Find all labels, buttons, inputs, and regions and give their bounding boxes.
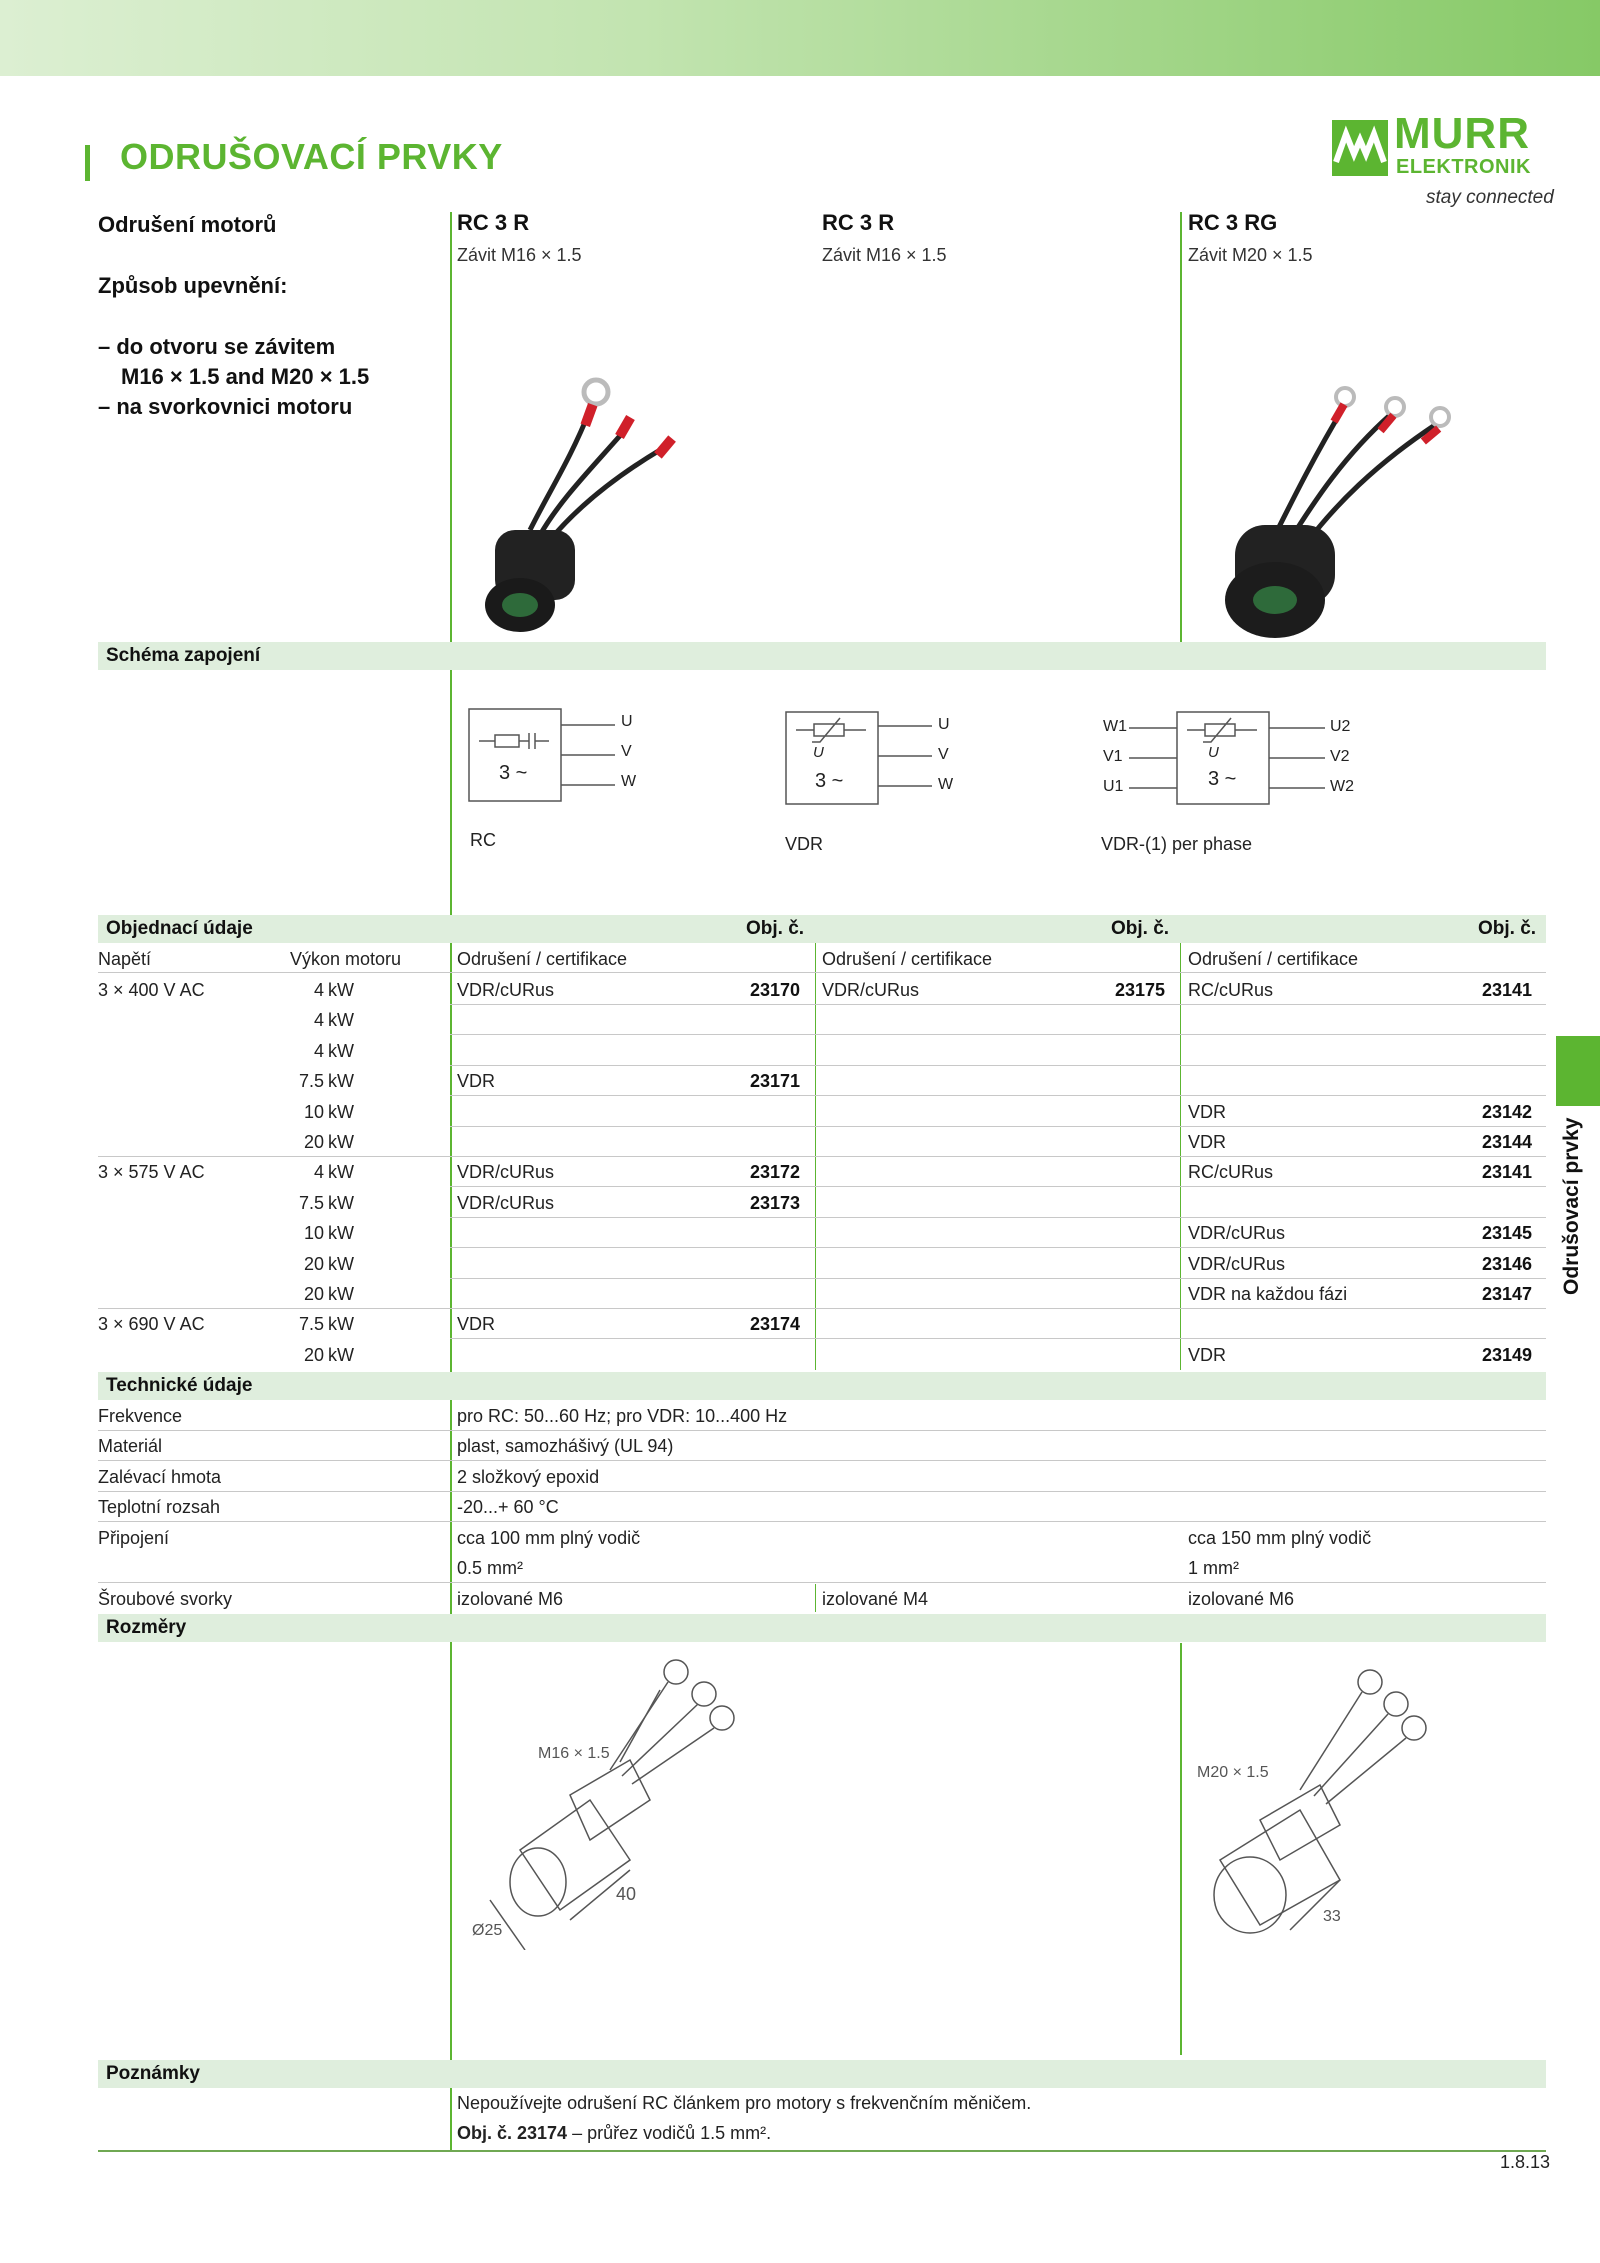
product-name-3: RC 3 RG bbox=[1188, 210, 1278, 235]
schema-vdr-out-v: V bbox=[938, 746, 949, 763]
order-power-unit: kW bbox=[328, 1345, 354, 1365]
tech-terminals-label: Šroubové svorky bbox=[98, 1589, 233, 1609]
order-number-3: 23147 bbox=[1481, 1284, 1532, 1304]
order-power: 20 bbox=[303, 1345, 324, 1365]
row-divider bbox=[450, 1278, 1546, 1279]
order-power-unit: kW bbox=[328, 1041, 354, 1061]
column-divider-3-order bbox=[1180, 915, 1181, 1370]
product-thread-3: Závit M20 × 1.5 bbox=[1188, 245, 1313, 265]
schema-in-v1: V1 bbox=[1103, 748, 1123, 765]
order-power: 7.5 bbox=[298, 1193, 324, 1213]
order-power: 7.5 bbox=[298, 1071, 324, 1091]
order-power-unit: kW bbox=[328, 1284, 354, 1304]
notes-line2 bbox=[457, 2123, 771, 2144]
order-suppr-1: VDR bbox=[457, 1314, 496, 1334]
page-title: ODRUŠOVACÍ PRVKY bbox=[120, 136, 503, 177]
dimensions-section-bar bbox=[98, 1614, 1546, 1642]
product-photo-rc3rg bbox=[1195, 385, 1465, 645]
tech-terminals-3: izolované M6 bbox=[1188, 1589, 1295, 1609]
dim-length-40: 40 bbox=[616, 1884, 637, 1904]
mount-heading: Způsob upevnění: bbox=[98, 273, 288, 298]
order-suppr-3: VDR na každou fázi bbox=[1188, 1284, 1348, 1304]
tech-temp-label: Teplotní rozsah bbox=[98, 1497, 221, 1517]
row-divider bbox=[450, 1217, 1546, 1218]
schema-vdr-phase-diagram bbox=[1125, 708, 1355, 808]
order-suppr-1: VDR/cURus bbox=[457, 980, 555, 1000]
order-power: 20 bbox=[303, 1254, 324, 1274]
row-divider bbox=[450, 1034, 1546, 1035]
order-power-unit: kW bbox=[328, 1071, 354, 1091]
schema-vdr-out-w: W bbox=[938, 776, 954, 793]
schema-caption-vdr: VDR bbox=[785, 834, 824, 854]
order-suppr-3: VDR/cURus bbox=[1188, 1254, 1286, 1274]
row-divider bbox=[450, 1065, 1546, 1066]
schema-rc-out-v: V bbox=[621, 743, 632, 760]
product-name-2: RC 3 R bbox=[822, 210, 895, 235]
schema-out-v2: V2 bbox=[1330, 748, 1350, 765]
notes-line1: Nepoužívejte odrušení RC článkem pro motory s frekvenčním měničem. bbox=[457, 2093, 1032, 2113]
order-number-1: 23170 bbox=[749, 980, 800, 1000]
order-power: 7.5 bbox=[298, 1314, 324, 1334]
order-voltage: 3 × 400 V AC bbox=[98, 980, 205, 1000]
notes-line2-bold: Obj. č. 23174 bbox=[457, 2123, 568, 2143]
top-gradient-band bbox=[0, 0, 1600, 76]
dim-thread-m20: M20 × 1.5 bbox=[1197, 1764, 1269, 1781]
schema-out-w2: W2 bbox=[1330, 778, 1354, 795]
order-suppr-3: VDR/cURus bbox=[1188, 1223, 1286, 1243]
schema-caption-rc: RC bbox=[470, 830, 496, 850]
product-name-1: RC 3 R bbox=[457, 210, 530, 235]
row-divider bbox=[98, 1156, 1546, 1157]
notes-label: Poznámky bbox=[106, 2063, 200, 2084]
order-power: 4 bbox=[313, 1162, 324, 1182]
tech-connection-1b: 0.5 mm² bbox=[457, 1558, 524, 1578]
notes-section-bar bbox=[98, 2060, 1546, 2088]
order-number-3: 23149 bbox=[1481, 1345, 1532, 1365]
order-number-1: 23173 bbox=[749, 1193, 800, 1213]
order-suppr-3: RC/cURus bbox=[1188, 980, 1274, 1000]
product-thread-2: Závit M16 × 1.5 bbox=[822, 245, 947, 265]
col-header-suppr-1: Odrušení / certifikace bbox=[457, 949, 628, 969]
product-photo-rc3r bbox=[460, 370, 720, 640]
order-power-unit: kW bbox=[328, 1162, 354, 1182]
order-obj-col2: Obj. č. bbox=[1111, 918, 1170, 939]
left-heading: Odrušení motorů bbox=[98, 212, 277, 237]
schema-in-w1: W1 bbox=[1103, 718, 1127, 735]
order-power: 20 bbox=[303, 1284, 324, 1304]
order-power-unit: kW bbox=[328, 1193, 354, 1213]
order-power: 4 bbox=[313, 980, 324, 1000]
bullet-terminal: – na svorkovnici motoru bbox=[98, 394, 353, 419]
row-divider bbox=[98, 1460, 1546, 1461]
tech-connection-label: Připojení bbox=[98, 1528, 170, 1548]
tech-frequency-value: pro RC: 50...60 Hz; pro VDR: 10...400 Hz bbox=[457, 1406, 788, 1426]
row-divider bbox=[450, 1247, 1546, 1248]
tech-potting-value: 2 složkový epoxid bbox=[457, 1467, 600, 1487]
schema-vdr-phase: 3 ~ bbox=[815, 770, 844, 792]
dimension-drawing-m20 bbox=[1190, 1660, 1450, 1940]
schema-label: Schéma zapojení bbox=[106, 645, 261, 666]
col-header-suppr-2: Odrušení / certifikace bbox=[822, 949, 993, 969]
footer-rule bbox=[98, 2150, 1546, 2152]
schema-rc-phase: 3 ~ bbox=[499, 762, 528, 784]
order-power-unit: kW bbox=[328, 1314, 354, 1334]
column-divider-3 bbox=[1180, 212, 1182, 642]
tech-connection-1a: cca 100 mm plný vodič bbox=[457, 1528, 641, 1548]
order-suppr-1: VDR/cURus bbox=[457, 1193, 555, 1213]
row-divider bbox=[98, 972, 1546, 973]
murr-logo-icon bbox=[1332, 120, 1388, 176]
row-divider bbox=[450, 1126, 1546, 1127]
tech-connection-3b: 1 mm² bbox=[1188, 1558, 1239, 1578]
tech-frequency-label: Frekvence bbox=[98, 1406, 183, 1426]
title-accent-bar bbox=[85, 145, 90, 181]
logo-tagline: stay connected bbox=[1426, 187, 1554, 208]
schema-rc-out-u: U bbox=[621, 713, 633, 730]
dim-diameter-25: Ø25 bbox=[472, 1922, 503, 1939]
order-number-1: 23171 bbox=[749, 1071, 800, 1091]
order-power: 10 bbox=[303, 1223, 324, 1243]
column-divider-3-lower bbox=[1180, 1643, 1182, 2055]
order-power-unit: kW bbox=[328, 1254, 354, 1274]
side-tab-marker bbox=[1556, 1036, 1600, 1106]
order-voltage: 3 × 575 V AC bbox=[98, 1162, 205, 1182]
row-divider bbox=[450, 1338, 1546, 1339]
tech-terminals-2: izolované M4 bbox=[822, 1589, 929, 1609]
dim-length-33: 33 bbox=[1323, 1908, 1341, 1925]
schema-section-bar bbox=[98, 642, 1546, 670]
column-divider-2 bbox=[815, 915, 816, 1370]
order-suppr-1: VDR/cURus bbox=[457, 1162, 555, 1182]
schema-caption-vdr-phase: VDR-(1) per phase bbox=[1101, 834, 1253, 854]
schema-rc-out-w: W bbox=[621, 773, 637, 790]
row-divider bbox=[98, 1582, 1546, 1583]
tech-temp-value: -20...+ 60 °C bbox=[457, 1497, 559, 1517]
tech-terminals-1: izolované M6 bbox=[457, 1589, 564, 1609]
order-voltage: 3 × 690 V AC bbox=[98, 1314, 205, 1334]
bullet-thread-line1: – do otvoru se závitem bbox=[98, 334, 336, 359]
tech-material-label: Materiál bbox=[98, 1436, 163, 1456]
order-power-unit: kW bbox=[328, 1223, 354, 1243]
order-number-1: 23174 bbox=[749, 1314, 800, 1334]
order-power: 10 bbox=[303, 1102, 324, 1122]
row-divider bbox=[450, 1186, 1546, 1187]
schema-vdr-out-u: U bbox=[938, 716, 950, 733]
logo-murr-text: MURR bbox=[1394, 109, 1530, 158]
row-divider bbox=[98, 1491, 1546, 1492]
order-power-unit: kW bbox=[328, 980, 354, 1000]
order-number-3: 23141 bbox=[1481, 1162, 1532, 1182]
terminals-divider bbox=[815, 1584, 816, 1612]
row-divider bbox=[98, 1430, 1546, 1431]
notes-line2-rest: – průřez vodičů 1.5 mm². bbox=[567, 2123, 772, 2143]
column-divider-1 bbox=[450, 212, 452, 2150]
product-thread-1: Závit M16 × 1.5 bbox=[457, 245, 582, 265]
row-divider bbox=[450, 1095, 1546, 1096]
order-number-3: 23141 bbox=[1481, 980, 1532, 1000]
dim-thread-m16: M16 × 1.5 bbox=[538, 1745, 610, 1762]
order-power-unit: kW bbox=[328, 1102, 354, 1122]
order-suppr-3: VDR bbox=[1188, 1345, 1227, 1365]
col-header-voltage: Napětí bbox=[98, 949, 152, 969]
order-suppr-3: RC/cURus bbox=[1188, 1162, 1274, 1182]
order-power-unit: kW bbox=[328, 1132, 354, 1152]
order-power-unit: kW bbox=[328, 1010, 354, 1030]
order-obj-col3: Obj. č. bbox=[1478, 918, 1537, 939]
order-number-3: 23144 bbox=[1481, 1132, 1532, 1152]
order-section-bar bbox=[98, 915, 1546, 943]
schema-phase-u-symbol: U bbox=[1208, 744, 1219, 761]
bullet-thread-line2: M16 × 1.5 and M20 × 1.5 bbox=[121, 364, 370, 389]
side-tab-label: Odrušovací prvky bbox=[1560, 1117, 1583, 1295]
schema-phase-3: 3 ~ bbox=[1208, 768, 1237, 790]
tech-label: Technické údaje bbox=[106, 1375, 253, 1396]
order-suppr-3: VDR bbox=[1188, 1132, 1227, 1152]
row-divider bbox=[98, 1521, 1546, 1522]
order-number-1: 23172 bbox=[749, 1162, 800, 1182]
order-number-3: 23146 bbox=[1481, 1254, 1532, 1274]
order-obj-col1: Obj. č. bbox=[746, 918, 805, 939]
schema-vdr-u-symbol: U bbox=[813, 744, 824, 761]
order-power: 4 bbox=[313, 1041, 324, 1061]
schema-out-u2: U2 bbox=[1330, 718, 1351, 735]
order-suppr-2: VDR/cURus bbox=[822, 980, 920, 1000]
schema-in-u1: U1 bbox=[1103, 778, 1124, 795]
logo-elektronik-text: ELEKTRONIK bbox=[1396, 156, 1531, 178]
order-power: 20 bbox=[303, 1132, 324, 1152]
page-number: 1.8.13 bbox=[1500, 2152, 1551, 2172]
tech-connection-3a: cca 150 mm plný vodič bbox=[1188, 1528, 1372, 1548]
col-header-suppr-3: Odrušení / certifikace bbox=[1188, 949, 1359, 969]
order-label: Objednací údaje bbox=[106, 918, 253, 939]
tech-potting-label: Zalévací hmota bbox=[98, 1467, 222, 1487]
dimensions-label: Rozměry bbox=[106, 1617, 187, 1638]
order-suppr-3: VDR bbox=[1188, 1102, 1227, 1122]
order-power: 4 bbox=[313, 1010, 324, 1030]
order-number-3: 23145 bbox=[1481, 1223, 1532, 1243]
order-number-3: 23142 bbox=[1481, 1102, 1532, 1122]
order-number-2: 23175 bbox=[1114, 980, 1165, 1000]
tech-material-value: plast, samozhášivý (UL 94) bbox=[457, 1436, 674, 1456]
row-divider bbox=[450, 1004, 1546, 1005]
dimension-drawing-m16 bbox=[460, 1650, 760, 1950]
tech-section-bar bbox=[98, 1372, 1546, 1400]
col-header-power: Výkon motoru bbox=[290, 949, 402, 969]
row-divider bbox=[98, 1308, 1546, 1309]
order-suppr-1: VDR bbox=[457, 1071, 496, 1091]
